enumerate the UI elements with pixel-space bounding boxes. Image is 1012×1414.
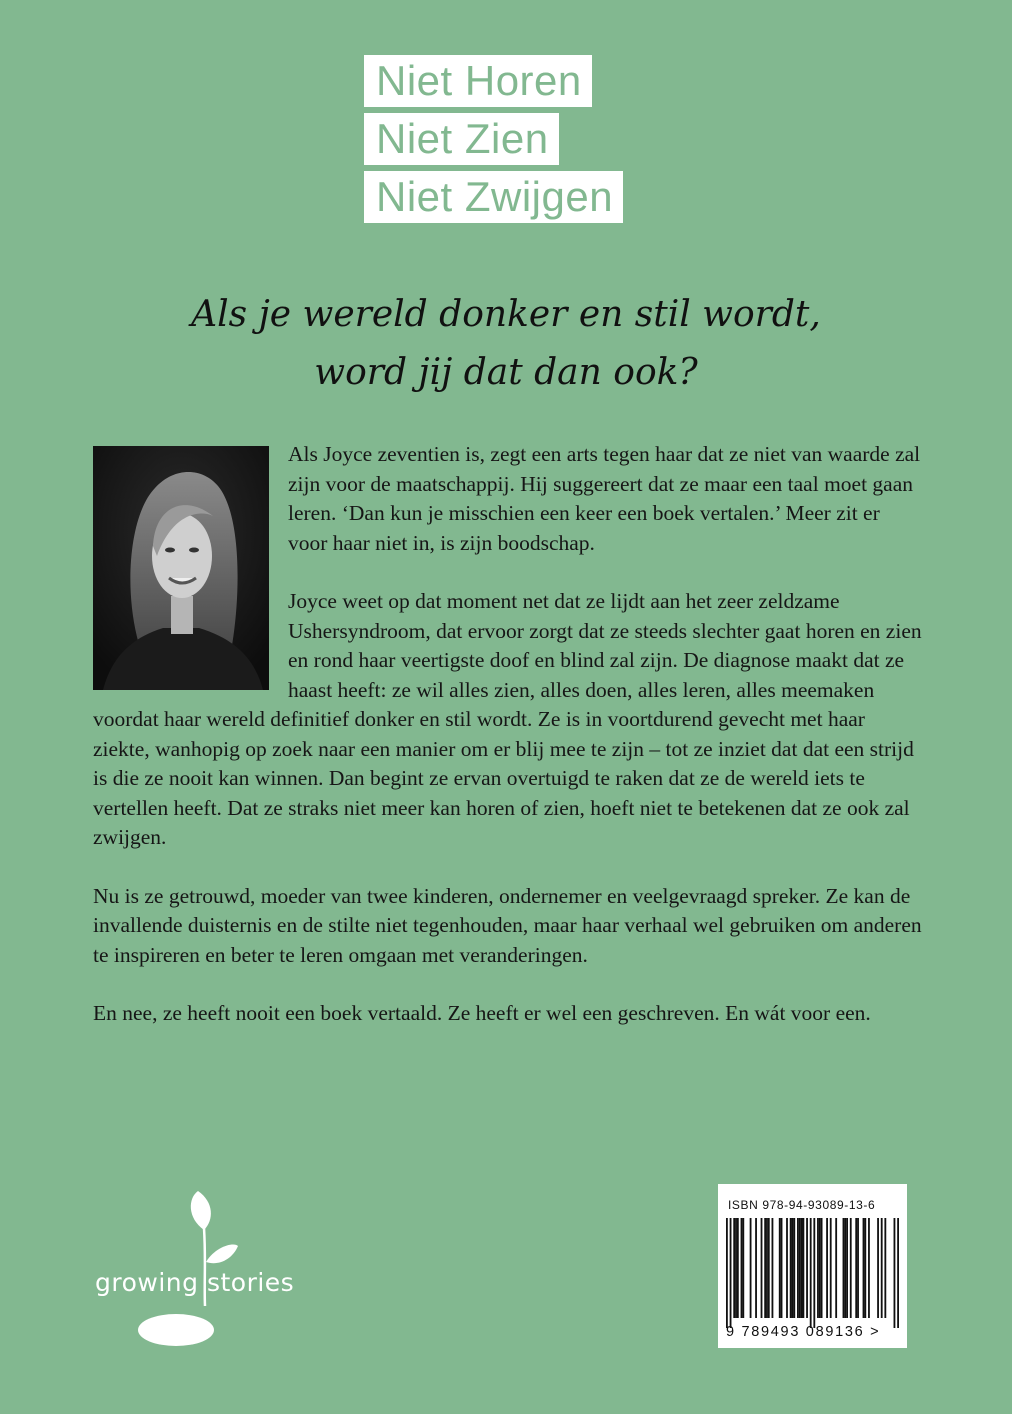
barcode-bar — [897, 1218, 899, 1328]
barcode-bar — [779, 1218, 781, 1318]
barcode-bar — [844, 1218, 846, 1318]
barcode-bar — [806, 1218, 808, 1318]
barcode-bar — [755, 1218, 757, 1318]
blurb-paragraph-3: Nu is ze getrouwd, moeder van twee kinderen, ondernemer en veelgevraagd spreker. Ze kan de invallende duisternis en de stilte niet tegenhouden, maar haar verhaal wel gebruiken om anderen te inspireren en beter te leren omgaan met veranderingen. — [93, 883, 922, 967]
barcode-bar — [766, 1218, 768, 1318]
barcode-bar — [802, 1218, 804, 1318]
barcode-bar — [846, 1218, 848, 1318]
barcode-bar — [772, 1218, 774, 1318]
barcode-bar — [742, 1218, 744, 1318]
handwritten-tagline — [0, 286, 1012, 402]
barcode-bar — [826, 1218, 828, 1318]
blurb-paragraph-2: Joyce weet op dat moment net dat ze lijdt aan het zeer zeldzame Ushersyndroom, dat ervoor zorgt dat ze steeds slechter gaat horen en zien en rond haar veertigste doof en blind zal zijn. De diagnose maakt dat ze haast heeft: ze wil alles zien, alles doen, alles leren, alles meemaken voordat haar wereld definitief donker en stil wordt. Ze is in voortdurend gevecht met haar ziekte, wanhopig op zoek naar een manier om er blij mee te zijn – tot ze inziet dat dat een strijd is die ze nooit kan winnen. Dan begint ze ervan overtuigd te raken dat ze de wereld iets te vertellen heeft. Dat ze straks niet meer kan horen of zien, hoeft niet te betekenen dat ze ook zal zwijgen. — [93, 589, 922, 849]
isbn-label: ISBN 978-94-93089-13-6 — [728, 1198, 876, 1212]
barcode-bar — [881, 1218, 883, 1318]
barcode-bar — [884, 1218, 886, 1318]
barcode-bar — [737, 1218, 739, 1318]
barcode-bar — [868, 1218, 870, 1318]
barcode-bar — [799, 1218, 801, 1318]
barcode-bar — [792, 1218, 794, 1318]
barcode-bar — [793, 1218, 795, 1318]
barcode-bar — [735, 1218, 737, 1318]
isbn-digits: 9 789493 089136 > — [726, 1324, 881, 1340]
barcode-bar — [877, 1218, 879, 1318]
title-line-2: Niet Zien — [364, 113, 559, 165]
title-line-3: Niet Zwijgen — [364, 171, 623, 223]
barcode-bar — [835, 1218, 837, 1318]
tagline-line-2: word jij dat dan ook? — [314, 352, 698, 393]
barcode-bar — [797, 1218, 799, 1318]
blurb-text — [93, 440, 923, 1058]
barcode-bar — [750, 1218, 752, 1318]
publisher-name: growing stories — [95, 1268, 295, 1297]
barcode-bar — [730, 1218, 732, 1328]
barcode-bar — [768, 1218, 770, 1318]
barcode-bar — [830, 1218, 832, 1318]
barcode-bar — [761, 1218, 763, 1318]
barcode-bar — [764, 1218, 766, 1318]
barcode-bar — [894, 1218, 896, 1328]
barcode-bar — [850, 1218, 852, 1318]
barcode-bar — [741, 1218, 743, 1318]
barcode-bar — [781, 1218, 783, 1318]
publisher-logo — [92, 1188, 312, 1348]
barcode-bar — [864, 1218, 866, 1318]
title-line-1: Niet Horen — [364, 55, 592, 107]
barcode-bar — [790, 1218, 792, 1318]
barcode-bar — [863, 1218, 865, 1318]
isbn-barcode — [718, 1184, 907, 1348]
barcode-bar — [786, 1218, 788, 1318]
barcode-bar — [801, 1218, 803, 1318]
barcode-bar — [810, 1218, 812, 1328]
barcode-bar — [817, 1218, 819, 1318]
barcode-bar — [821, 1218, 823, 1318]
barcode-bar — [819, 1218, 821, 1318]
book-title-block — [364, 55, 623, 229]
barcode-bar — [813, 1218, 815, 1328]
barcode-bar — [855, 1218, 857, 1318]
barcode-bar — [733, 1218, 735, 1318]
barcode-bar — [726, 1218, 728, 1328]
barcode-bar — [857, 1218, 859, 1318]
tagline-line-1: Als je wereld donker en stil wordt, — [191, 294, 821, 335]
barcode-bar — [843, 1218, 845, 1318]
barcode-icon — [726, 1218, 899, 1328]
blurb-paragraph-1: Als Joyce zeventien is, zegt een arts tegen haar dat ze niet van waarde zal zijn voor de maatschappij. Hij suggereert dat ze maar een taal moet gaan leren. ‘Dan kun je misschien een keer een boek vertalen.’ Meer zit er voor haar niet in, is zijn boodschap. — [288, 442, 921, 555]
blurb-paragraph-4: En nee, ze heeft nooit een boek vertaald. Ze heeft er wel een geschreven. En wát voor een. — [93, 1001, 871, 1025]
